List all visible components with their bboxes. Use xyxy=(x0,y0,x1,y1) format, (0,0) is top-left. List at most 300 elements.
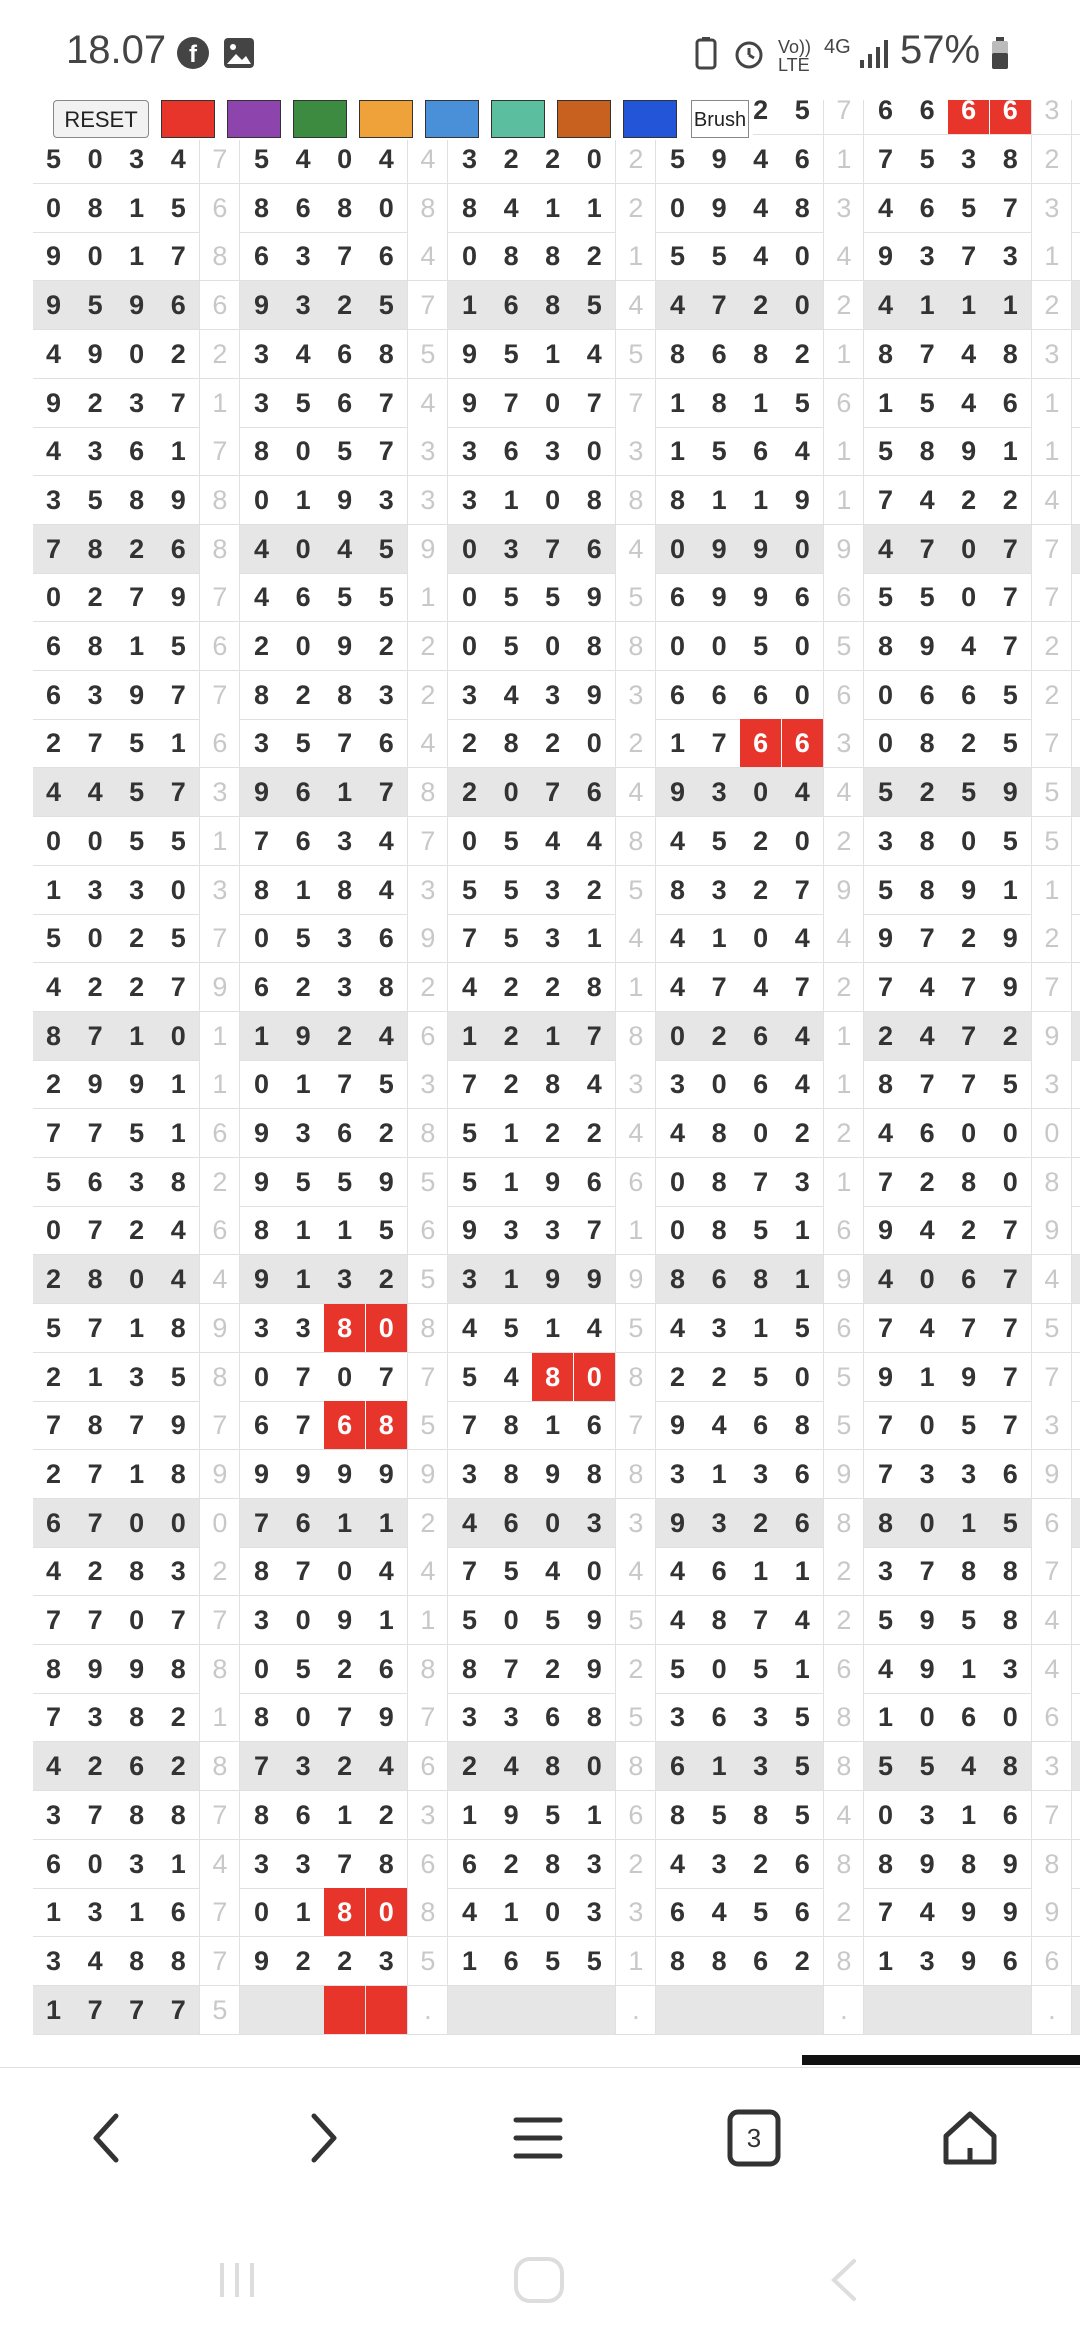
grid-cell[interactable]: 0 xyxy=(253,1897,270,1928)
grid-cell[interactable]: 7 xyxy=(961,1312,977,1343)
grid-cell[interactable]: 8 xyxy=(129,484,145,515)
grid-separator-cell[interactable]: 6 xyxy=(199,1206,240,1254)
grid-cell[interactable]: 5 xyxy=(295,1653,311,1684)
grid-cell[interactable]: 5 xyxy=(378,582,394,613)
grid-cell[interactable]: 7 xyxy=(170,679,186,710)
grid-cell[interactable]: 4 xyxy=(253,533,270,564)
grid-cell[interactable]: 0 xyxy=(253,1069,270,1100)
color-swatch-teal[interactable] xyxy=(491,100,545,138)
grid-cell[interactable]: 2 xyxy=(961,923,977,954)
grid-cell[interactable]: 1 xyxy=(961,290,977,321)
grid-separator-cell[interactable]: 1 xyxy=(199,817,240,865)
grid-cell[interactable]: 6 xyxy=(794,1507,810,1538)
grid-cell[interactable]: 8 xyxy=(919,728,935,759)
grid-separator-cell[interactable]: 6 xyxy=(407,1742,448,1790)
grid-cell[interactable]: 2 xyxy=(753,874,769,905)
grid-cell[interactable]: 5 xyxy=(503,1312,519,1343)
grid-cell[interactable]: 5 xyxy=(87,484,103,515)
grid-cell[interactable]: 9 xyxy=(253,1264,270,1295)
grid-separator-cell[interactable]: 4 xyxy=(407,1547,448,1595)
grid-cell[interactable]: 6 xyxy=(503,290,519,321)
grid-cell[interactable]: 5 xyxy=(753,1361,769,1392)
grid-cell[interactable]: 8 xyxy=(1002,1751,1018,1782)
grid-cell[interactable]: 7 xyxy=(87,1312,103,1343)
grid-cell[interactable]: 9 xyxy=(45,241,62,272)
grid-cell[interactable]: 0 xyxy=(919,1702,935,1733)
grid-cell[interactable]: 5 xyxy=(753,1897,769,1928)
grid-cell[interactable]: 2 xyxy=(129,533,145,564)
grid-cell[interactable]: 9 xyxy=(253,1458,270,1489)
grid-cell[interactable]: 0 xyxy=(461,631,478,661)
grid-separator-cell[interactable]: 8 xyxy=(615,476,656,524)
grid-cell[interactable]: 4 xyxy=(877,533,894,564)
grid-cell[interactable]: 0 xyxy=(87,144,103,174)
grid-cell[interactable]: 8 xyxy=(324,1304,365,1352)
grid-cell[interactable]: 2 xyxy=(669,1361,686,1392)
grid-cell[interactable]: 6 xyxy=(669,679,686,710)
grid-cell[interactable]: 7 xyxy=(129,1994,145,2025)
grid-cell[interactable]: 3 xyxy=(378,1945,394,1976)
grid-separator-cell[interactable]: 2 xyxy=(199,330,240,378)
grid-cell[interactable]: 9 xyxy=(961,436,977,467)
grid-cell[interactable]: 6 xyxy=(378,1653,394,1684)
grid-cell[interactable]: 7 xyxy=(919,338,935,369)
grid-cell[interactable]: 3 xyxy=(711,1312,727,1343)
grid-cell[interactable]: 5 xyxy=(919,1751,935,1782)
grid-separator-cell[interactable]: 7 xyxy=(615,1401,656,1449)
grid-cell[interactable]: 3 xyxy=(253,338,270,369)
grid-separator-cell[interactable]: 5 xyxy=(823,1353,864,1401)
grid-separator-cell[interactable]: 2 xyxy=(199,1158,240,1206)
grid-cell[interactable]: 2 xyxy=(87,582,103,613)
grid-cell[interactable]: 6 xyxy=(253,971,270,1002)
grid-cell[interactable]: 8 xyxy=(461,1653,478,1684)
grid-cell[interactable]: 0 xyxy=(711,1653,727,1684)
grid-cell[interactable]: 7 xyxy=(503,387,519,418)
grid-separator-cell[interactable]: 8 xyxy=(823,1693,864,1741)
grid-cell[interactable]: 0 xyxy=(669,533,686,564)
grid-cell[interactable]: 9 xyxy=(87,338,103,369)
grid-cell[interactable]: 5 xyxy=(961,192,977,223)
grid-cell[interactable]: 9 xyxy=(129,1653,145,1684)
grid-cell[interactable]: 0 xyxy=(461,582,478,613)
grid-separator-cell[interactable]: 2 xyxy=(615,1840,656,1888)
grid-cell[interactable]: 8 xyxy=(586,1458,602,1489)
grid-cell[interactable] xyxy=(907,1986,948,2034)
grid-separator-cell[interactable]: 7 xyxy=(199,671,240,719)
grid-cell[interactable]: 8 xyxy=(669,1799,686,1830)
grid-separator-cell[interactable]: 1 xyxy=(615,963,656,1011)
grid-separator-cell[interactable]: 9 xyxy=(1031,1012,1072,1060)
grid-cell[interactable]: 2 xyxy=(87,387,103,418)
grid-separator-cell[interactable]: 9 xyxy=(199,963,240,1011)
grid-cell[interactable]: 8 xyxy=(753,1264,769,1295)
grid-separator-cell[interactable]: 8 xyxy=(615,1742,656,1790)
grid-cell[interactable]: 7 xyxy=(1002,1264,1018,1295)
grid-cell[interactable]: 2 xyxy=(711,1361,727,1392)
grid-cell[interactable]: 8 xyxy=(586,631,602,661)
grid-separator-cell[interactable]: 1 xyxy=(1031,866,1072,914)
grid-cell[interactable]: 2 xyxy=(503,1069,519,1100)
grid-cell[interactable]: 0 xyxy=(877,679,894,710)
grid-cell[interactable]: 7 xyxy=(461,923,478,954)
grid-cell[interactable]: 5 xyxy=(877,582,894,613)
grid-cell[interactable]: 4 xyxy=(669,1118,686,1148)
grid-cell[interactable]: 5 xyxy=(669,1653,686,1684)
grid-cell[interactable] xyxy=(782,1986,823,2034)
grid-cell[interactable]: 8 xyxy=(711,1166,727,1197)
grid-cell[interactable]: 4 xyxy=(753,971,769,1002)
grid-separator-cell[interactable]: 7 xyxy=(1031,1791,1072,1839)
grid-cell[interactable]: 1 xyxy=(1002,290,1018,321)
grid-cell[interactable] xyxy=(574,1986,615,2034)
grid-cell[interactable]: 9 xyxy=(378,1458,394,1489)
grid-separator-cell[interactable]: 5 xyxy=(615,330,656,378)
grid-cell[interactable] xyxy=(865,1986,906,2034)
menu-icon[interactable] xyxy=(498,2108,578,2168)
grid-cell[interactable]: 6 xyxy=(129,436,145,467)
grid-cell[interactable]: 6 xyxy=(669,1897,686,1928)
grid-separator-cell[interactable]: 1 xyxy=(615,232,656,280)
grid-cell[interactable]: 5 xyxy=(45,144,62,174)
grid-separator-cell[interactable]: 3 xyxy=(615,671,656,719)
grid-cell[interactable]: 8 xyxy=(545,1848,561,1879)
grid-separator-cell[interactable]: 1 xyxy=(823,1012,864,1060)
grid-cell[interactable]: 4 xyxy=(794,923,810,954)
grid-cell[interactable]: 1 xyxy=(877,1702,894,1733)
grid-cell[interactable]: 1 xyxy=(503,1166,519,1197)
grid-cell[interactable]: 3 xyxy=(919,1799,935,1830)
grid-cell[interactable]: 5 xyxy=(337,1166,353,1197)
grid-cell[interactable]: 5 xyxy=(877,874,894,905)
grid-cell[interactable]: 2 xyxy=(87,971,103,1002)
grid-cell[interactable]: 9 xyxy=(711,582,727,613)
grid-cell[interactable]: 3 xyxy=(1002,241,1018,272)
grid-cell[interactable]: 1 xyxy=(129,1312,145,1343)
grid-cell[interactable]: 5 xyxy=(337,582,353,613)
grid-separator-cell[interactable]: 3 xyxy=(615,427,656,475)
grid-cell[interactable]: 4 xyxy=(669,1848,686,1879)
grid-cell[interactable]: 5 xyxy=(586,290,602,321)
grid-cell[interactable]: 8 xyxy=(87,1264,103,1295)
grid-cell[interactable]: 4 xyxy=(586,1069,602,1100)
grid-cell[interactable]: 8 xyxy=(378,1848,394,1879)
grid-cell[interactable]: 1 xyxy=(295,1264,311,1295)
grid-cell[interactable]: 6 xyxy=(711,338,727,369)
grid-cell[interactable]: 3 xyxy=(919,1458,935,1489)
grid-cell[interactable]: 7 xyxy=(337,1702,353,1733)
grid-cell[interactable]: 2 xyxy=(45,728,62,759)
grid-separator-cell[interactable]: 8 xyxy=(615,1353,656,1401)
grid-cell[interactable]: 4 xyxy=(794,777,810,808)
grid-cell[interactable]: 5 xyxy=(919,582,935,613)
grid-cell[interactable]: 7 xyxy=(545,777,561,808)
grid-cell[interactable]: 0 xyxy=(253,484,270,515)
grid-cell[interactable]: 9 xyxy=(669,777,686,808)
grid-separator-cell[interactable]: 6 xyxy=(407,1840,448,1888)
grid-cell[interactable]: 0 xyxy=(45,192,62,223)
grid-separator-cell[interactable]: 2 xyxy=(823,281,864,329)
grid-cell[interactable]: 9 xyxy=(545,1166,561,1197)
grid-cell[interactable]: 0 xyxy=(295,1702,311,1733)
grid-cell[interactable]: 5 xyxy=(295,923,311,954)
grid-cell[interactable]: 0 xyxy=(253,1653,270,1684)
grid-cell[interactable]: 7 xyxy=(1002,1312,1018,1343)
grid-cell[interactable]: 5 xyxy=(711,436,727,467)
grid-cell[interactable]: 9 xyxy=(170,582,186,613)
grid-cell[interactable]: 4 xyxy=(170,1264,186,1295)
grid-cell[interactable]: 1 xyxy=(877,1945,894,1976)
grid-cell[interactable]: 6 xyxy=(711,1556,727,1587)
grid-cell[interactable]: 6 xyxy=(337,1118,353,1148)
grid-separator-cell[interactable]: 6 xyxy=(1031,1937,1072,1985)
grid-cell[interactable]: 1 xyxy=(753,1312,769,1343)
grid-cell[interactable]: 9 xyxy=(545,1264,561,1295)
grid-cell[interactable]: 9 xyxy=(586,1605,602,1635)
grid-separator-cell[interactable]: 6 xyxy=(199,1109,240,1157)
grid-separator-cell[interactable]: 1 xyxy=(615,1206,656,1254)
grid-cell[interactable]: 0 xyxy=(919,1507,935,1538)
grid-cell[interactable]: 7 xyxy=(170,1994,186,2025)
grid-cell[interactable]: 4 xyxy=(378,1556,394,1587)
grid-cell[interactable]: 0 xyxy=(461,533,478,564)
grid-cell[interactable]: 5 xyxy=(170,923,186,954)
grid-cell[interactable]: 8 xyxy=(366,1401,407,1449)
grid-cell[interactable]: 6 xyxy=(794,1458,810,1489)
grid-cell[interactable]: 2 xyxy=(503,144,519,174)
grid-cell[interactable] xyxy=(324,1986,365,2034)
grid-cell[interactable]: 1 xyxy=(794,1264,810,1295)
grid-cell[interactable]: 3 xyxy=(711,1507,727,1538)
grid-cell[interactable]: 4 xyxy=(877,1118,894,1148)
grid-cell[interactable]: 3 xyxy=(545,436,561,467)
grid-cell[interactable]: 4 xyxy=(961,387,977,418)
grid-cell[interactable]: 5 xyxy=(503,338,519,369)
grid-cell[interactable]: 5 xyxy=(794,1312,810,1343)
grid-cell[interactable]: 5 xyxy=(753,1653,769,1684)
grid-cell[interactable]: 2 xyxy=(919,777,935,808)
grid-separator-cell[interactable]: 3 xyxy=(1031,184,1072,232)
grid-cell[interactable]: 8 xyxy=(337,192,353,223)
grid-cell[interactable]: 1 xyxy=(129,631,145,661)
grid-cell[interactable]: 2 xyxy=(378,631,394,661)
grid-cell[interactable]: 7 xyxy=(877,1458,894,1489)
grid-cell[interactable]: 6 xyxy=(794,1897,810,1928)
grid-cell[interactable]: 5 xyxy=(877,1605,894,1635)
grid-cell[interactable]: 8 xyxy=(378,338,394,369)
grid-cell[interactable]: 1 xyxy=(1002,436,1018,467)
grid-cell[interactable]: 7 xyxy=(794,874,810,905)
grid-cell[interactable]: 9 xyxy=(919,1848,935,1879)
grid-cell[interactable]: 7 xyxy=(1002,1410,1018,1441)
grid-cell[interactable]: 7 xyxy=(711,728,727,759)
grid-separator-cell[interactable]: 5 xyxy=(407,1158,448,1206)
grid-cell[interactable]: 6 xyxy=(378,241,394,272)
grid-cell[interactable]: 1 xyxy=(129,1897,145,1928)
grid-separator-cell[interactable]: 5 xyxy=(615,1304,656,1352)
grid-cell[interactable]: 1 xyxy=(170,436,186,467)
grid-cell[interactable]: 4 xyxy=(669,1312,686,1343)
grid-separator-cell[interactable]: 2 xyxy=(823,1888,864,1936)
grid-cell[interactable]: 6 xyxy=(295,192,311,223)
grid-separator-cell[interactable]: 7 xyxy=(199,1937,240,1985)
grid-cell[interactable]: 9 xyxy=(378,1166,394,1197)
grid-separator-cell[interactable]: 5 xyxy=(823,622,864,670)
grid-cell[interactable]: 3 xyxy=(87,679,103,710)
grid-cell[interactable]: 9 xyxy=(87,1069,103,1100)
grid-cell[interactable]: 3 xyxy=(129,874,145,905)
grid-cell[interactable]: 7 xyxy=(545,533,561,564)
grid-cell[interactable]: 2 xyxy=(295,971,311,1002)
grid-separator-cell[interactable]: . xyxy=(823,1986,864,2034)
grid-cell[interactable]: 5 xyxy=(461,1605,478,1635)
grid-separator-cell[interactable]: 8 xyxy=(823,1499,864,1547)
grid-cell[interactable]: 4 xyxy=(753,144,769,174)
grid-cell[interactable]: 7 xyxy=(170,971,186,1002)
grid-cell[interactable]: 6 xyxy=(378,923,394,954)
grid-cell[interactable]: 2 xyxy=(794,338,810,369)
grid-cell[interactable]: 4 xyxy=(919,1215,935,1246)
grid-cell[interactable]: 4 xyxy=(669,971,686,1002)
grid-cell[interactable]: 2 xyxy=(503,1020,519,1051)
grid-separator-cell[interactable]: 1 xyxy=(615,1937,656,1985)
grid-cell[interactable]: 7 xyxy=(170,387,186,418)
grid-cell[interactable]: 6 xyxy=(295,1799,311,1830)
grid-cell[interactable]: 6 xyxy=(753,1020,769,1051)
grid-cell[interactable]: 1 xyxy=(170,1118,186,1148)
grid-cell[interactable]: 9 xyxy=(1002,777,1018,808)
grid-cell[interactable]: 3 xyxy=(378,679,394,710)
grid-cell[interactable]: 7 xyxy=(45,1410,62,1441)
grid-cell[interactable] xyxy=(241,1986,282,2034)
grid-cell[interactable]: 6 xyxy=(170,1897,186,1928)
grid-separator-cell[interactable]: 1 xyxy=(199,1693,240,1741)
grid-cell[interactable]: 0 xyxy=(366,1304,407,1352)
grid-cell[interactable]: 9 xyxy=(1002,1848,1018,1879)
grid-cell[interactable]: 8 xyxy=(45,1020,62,1051)
grid-cell[interactable]: 9 xyxy=(45,387,62,418)
grid-separator-cell[interactable]: 1 xyxy=(199,1012,240,1060)
grid-separator-cell[interactable]: 9 xyxy=(199,1450,240,1498)
grid-cell[interactable]: 2 xyxy=(295,679,311,710)
grid-separator-cell[interactable]: 3 xyxy=(199,768,240,816)
grid-cell[interactable]: 4 xyxy=(794,1020,810,1051)
grid-cell[interactable]: 2 xyxy=(461,728,478,759)
grid-cell[interactable]: 2 xyxy=(586,241,602,272)
grid-cell[interactable]: 7 xyxy=(586,1215,602,1246)
grid-cell[interactable]: 1 xyxy=(586,923,602,954)
grid-separator-cell[interactable]: 8 xyxy=(615,817,656,865)
grid-cell[interactable]: 6 xyxy=(324,1401,365,1449)
grid-cell[interactable]: 8 xyxy=(324,1888,365,1936)
grid-cell[interactable]: 7 xyxy=(461,1069,478,1100)
grid-cell[interactable]: 8 xyxy=(337,679,353,710)
grid-separator-cell[interactable]: 5 xyxy=(407,330,448,378)
grid-cell[interactable]: 5 xyxy=(545,1799,561,1830)
grid-cell[interactable]: 8 xyxy=(503,241,519,272)
grid-cell[interactable]: 0 xyxy=(337,144,353,174)
grid-cell[interactable]: 1 xyxy=(378,1507,394,1538)
grid-cell[interactable]: 7 xyxy=(1002,533,1018,564)
grid-separator-cell[interactable]: 2 xyxy=(615,184,656,232)
grid-cell[interactable]: 2 xyxy=(87,1556,103,1587)
grid-cell[interactable]: 1 xyxy=(170,1069,186,1100)
grid-cell[interactable]: 9 xyxy=(45,290,62,321)
grid-cell[interactable]: 1 xyxy=(45,874,62,905)
grid-cell[interactable]: 9 xyxy=(753,582,769,613)
recents-icon[interactable] xyxy=(212,2255,262,2305)
grid-cell[interactable]: 3 xyxy=(295,1751,311,1782)
grid-cell[interactable]: 5 xyxy=(711,825,727,856)
grid-separator-cell[interactable]: 7 xyxy=(199,427,240,475)
grid-separator-cell[interactable]: 5 xyxy=(1031,768,1072,816)
grid-cell[interactable]: 7 xyxy=(877,1312,894,1343)
grid-cell[interactable]: 6 xyxy=(919,192,935,223)
system-back-icon[interactable] xyxy=(820,2255,870,2305)
grid-cell[interactable]: 1 xyxy=(753,1556,769,1587)
grid-cell[interactable]: 0 xyxy=(295,436,311,467)
grid-cell[interactable]: 6 xyxy=(753,1069,769,1100)
grid-cell[interactable]: 8 xyxy=(378,971,394,1002)
grid-cell[interactable]: 0 xyxy=(753,923,769,954)
grid-cell[interactable]: 3 xyxy=(669,1702,686,1733)
grid-cell[interactable]: 1 xyxy=(794,1215,810,1246)
grid-cell[interactable]: 5 xyxy=(503,582,519,613)
grid-cell[interactable]: 1 xyxy=(295,1069,311,1100)
grid-cell[interactable]: 8 xyxy=(87,533,103,564)
grid-cell[interactable]: 2 xyxy=(1002,484,1018,515)
grid-separator-cell[interactable]: 3 xyxy=(407,866,448,914)
grid-cell[interactable]: 4 xyxy=(669,1556,686,1587)
grid-cell[interactable]: 0 xyxy=(794,290,810,321)
grid-cell[interactable]: 7 xyxy=(87,1994,103,2025)
grid-cell[interactable]: 4 xyxy=(877,192,894,223)
grid-separator-cell[interactable]: 8 xyxy=(407,1109,448,1157)
grid-separator-cell[interactable]: 4 xyxy=(407,719,448,767)
grid-cell[interactable]: 5 xyxy=(45,923,62,954)
grid-cell[interactable]: 8 xyxy=(170,1166,186,1197)
grid-separator-cell[interactable]: 4 xyxy=(407,379,448,427)
grid-cell[interactable]: 2 xyxy=(794,1118,810,1148)
grid-cell[interactable]: 4 xyxy=(87,777,103,808)
grid-cell[interactable]: 4 xyxy=(961,338,977,369)
grid-cell[interactable]: 1 xyxy=(503,484,519,515)
grid-separator-cell[interactable]: 7 xyxy=(407,281,448,329)
grid-cell[interactable]: 1 xyxy=(129,241,145,272)
grid-cell[interactable] xyxy=(449,1986,490,2034)
grid-cell[interactable]: 1 xyxy=(129,1458,145,1489)
grid-cell[interactable]: 9 xyxy=(669,1507,686,1538)
grid-cell[interactable]: 8 xyxy=(919,825,935,856)
grid-cell[interactable]: 2 xyxy=(45,1361,62,1392)
grid-cell[interactable]: 1 xyxy=(919,1361,935,1392)
grid-cell[interactable]: 0 xyxy=(170,874,186,905)
grid-cell[interactable]: 5 xyxy=(1002,825,1018,856)
grid-cell[interactable]: 3 xyxy=(877,1556,894,1587)
tabs-button[interactable] xyxy=(714,2108,794,2168)
grid-cell[interactable]: 5 xyxy=(877,436,894,467)
grid-cell[interactable]: 8 xyxy=(961,1556,977,1587)
grid-cell[interactable]: 9 xyxy=(87,1653,103,1684)
grid-cell[interactable]: 7 xyxy=(253,1751,270,1782)
grid-separator-cell[interactable]: 4 xyxy=(1031,1255,1072,1303)
grid-cell[interactable]: 9 xyxy=(253,777,270,808)
grid-cell[interactable]: 5 xyxy=(586,1945,602,1976)
grid-cell[interactable]: 6 xyxy=(45,631,62,661)
grid-cell[interactable]: 8 xyxy=(711,1605,727,1635)
grid-separator-cell[interactable]: 8 xyxy=(823,1937,864,1985)
grid-separator-cell[interactable]: 4 xyxy=(615,1109,656,1157)
